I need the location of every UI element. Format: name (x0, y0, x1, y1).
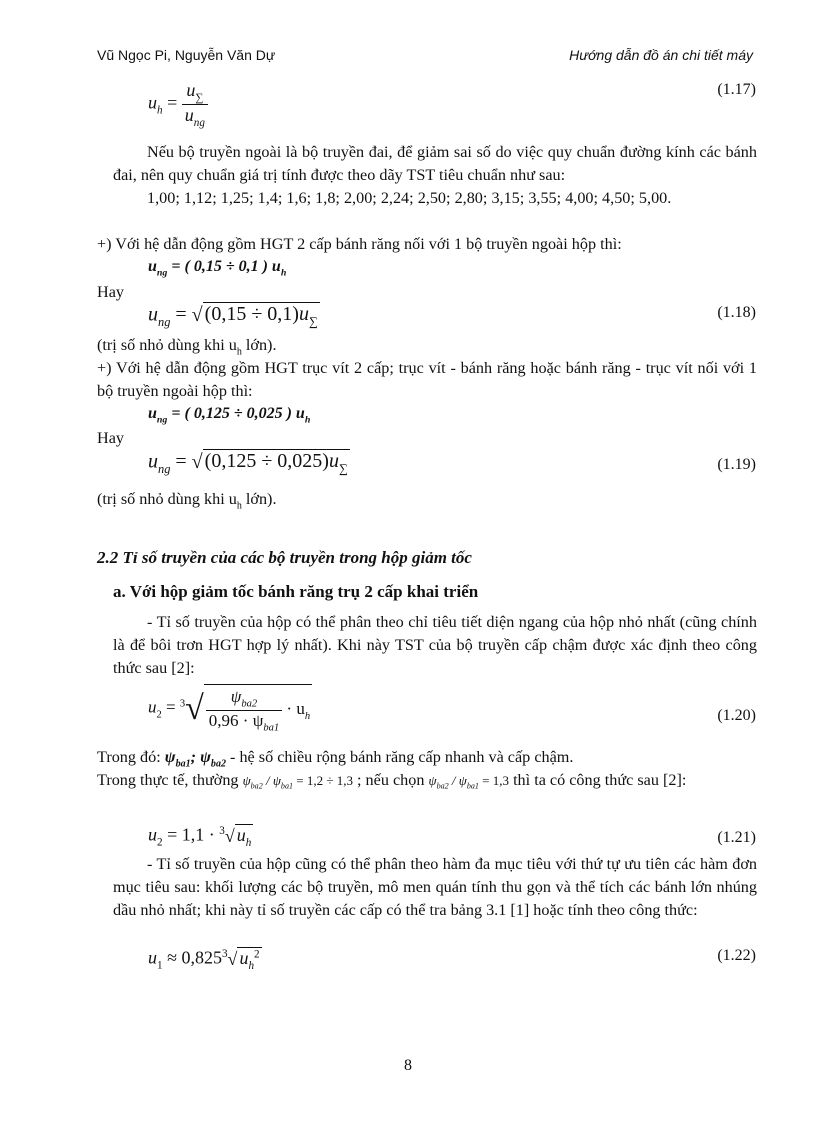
equation-number-1-18: (1.18) (717, 304, 756, 321)
header-book-title: Hướng dẫn đồ án chi tiết máy (569, 47, 753, 63)
equation-number-1-17: (1.17) (717, 81, 756, 98)
sqrt-sign: √ (191, 304, 203, 327)
paragraph-a1: - Tỉ số truyền của hộp có thể phân theo chỉ tiêu tiết diện ngang của hộp nhỏ nhất (cũng chính là để bôi trơn HGT hợp lý nhất). Khi này TST của bộ truyền cấp chậm được xác định theo công thức sau [2]: (113, 613, 757, 677)
paragraph-a2: - Tỉ số truyền của hộp cũng có thể phân theo hàm đa mục tiêu với thứ tự ưu tiên các hàm đơn mục tiêu sau: khối lượng các bộ truyền, mô men quán tính thu gọn và thể tích các bánh lớn nhúng dầu nhỏ nhất; khi này tỉ số truyền các cấp có thể tra bảng 3.1 [1] hoặc tính theo công thức: (113, 855, 757, 919)
note-2: (trị số nhỏ dùng khi $u_h$ lớn). (97, 490, 277, 512)
page-number: 8 (404, 1057, 412, 1074)
practice-text: Trong thực tế, thường $\psi_{ba2} / \psi_{ba1} = 1,2 \div 1,3$ ; nếu chọn $\psi_{ba2} / \psi_{ba1} = 1,3$ thì ta có công thức sau [2]: (97, 771, 687, 791)
sqrt-sign: √ (191, 451, 203, 474)
equation-number-1-21: (1.21) (717, 829, 756, 846)
equation-1-20: $u_2 = ^3√$ $\frac{\psi_{ba2}}{0,96 \cdot \psi_{ba1}}$ · $u_h$ (148, 684, 312, 733)
case-2-formula: $u_{ng}$ = ( 0,125 ÷ 0,025 ) $u_h$ (148, 405, 311, 426)
paragraph-belt: Nếu bộ truyền ngoài là bộ truyền đai, để giảm sai số do việc quy chuẩn đường kính các bánh đai, nên quy chuẩn giá trị tính được theo dãy TST tiêu chuẩn như sau: (113, 143, 757, 184)
tst-series: 1,00; 1,12; 1,25; 1,4; 1,6; 1,8; 2,00; 2,24; 2,50; 2,80; 3,15; 3,55; 4,00; 4,50; 5,00. (147, 189, 672, 207)
equation-1-21: $u_2 = 1,1 \cdot ^3√$ $u_h$ (148, 824, 252, 850)
equation-number-1-22: (1.22) (717, 947, 756, 964)
header-authors: Vũ Ngọc Pi, Nguyễn Văn Dự (97, 47, 276, 63)
case-2-text: +) Với hệ dẫn động gồm HGT trục vít 2 cấp; trục vít - bánh răng hoặc bánh răng - trục vít nối với 1 bộ truyền ngoài hộp thì: (97, 359, 757, 400)
equation-1-19: $u_{ng}$ = √ $(0,125 \div 0,025)u_\sum$ (148, 450, 348, 476)
hay-2: Hay (97, 429, 124, 447)
subsection-heading-a: a. Với hộp giảm tốc bánh răng trụ 2 cấp khai triển (113, 582, 479, 601)
case-1-formula: $u_{ng}$ = ( 0,15 ÷ 0,1 ) $u_h$ (148, 258, 287, 279)
hay-1: Hay (97, 283, 124, 301)
where-definition: Trong đó: $\psi_{ba1}$; $\psi_{ba2}$ - hệ số chiều rộng bánh răng cấp nhanh và cấp chậm. (97, 748, 574, 770)
equation-number-1-19: (1.19) (717, 456, 756, 473)
equation-number-1-20: (1.20) (717, 707, 756, 724)
section-heading-2-2: 2.2 Tỉ số truyền của các bộ truyền trong hộp giảm tốc (97, 548, 472, 567)
equation-1-18: $u_{ng}$ = √ $(0,15 \div 0,1)u_\sum$ (148, 303, 318, 329)
case-1-text: +) Với hệ dẫn động gồm HGT 2 cấp bánh răng nối với 1 bộ truyền ngoài hộp thì: (97, 235, 622, 253)
note-1: (trị số nhỏ dùng khi $u_h$ lớn). (97, 336, 277, 358)
equation-1-22: $u_1 \approx 0,825^3√$ $u_h^2$ (148, 947, 260, 973)
equation-1-17: $u_h$ = $\frac{u_\sum}{u_{ng}}$ (148, 80, 208, 129)
